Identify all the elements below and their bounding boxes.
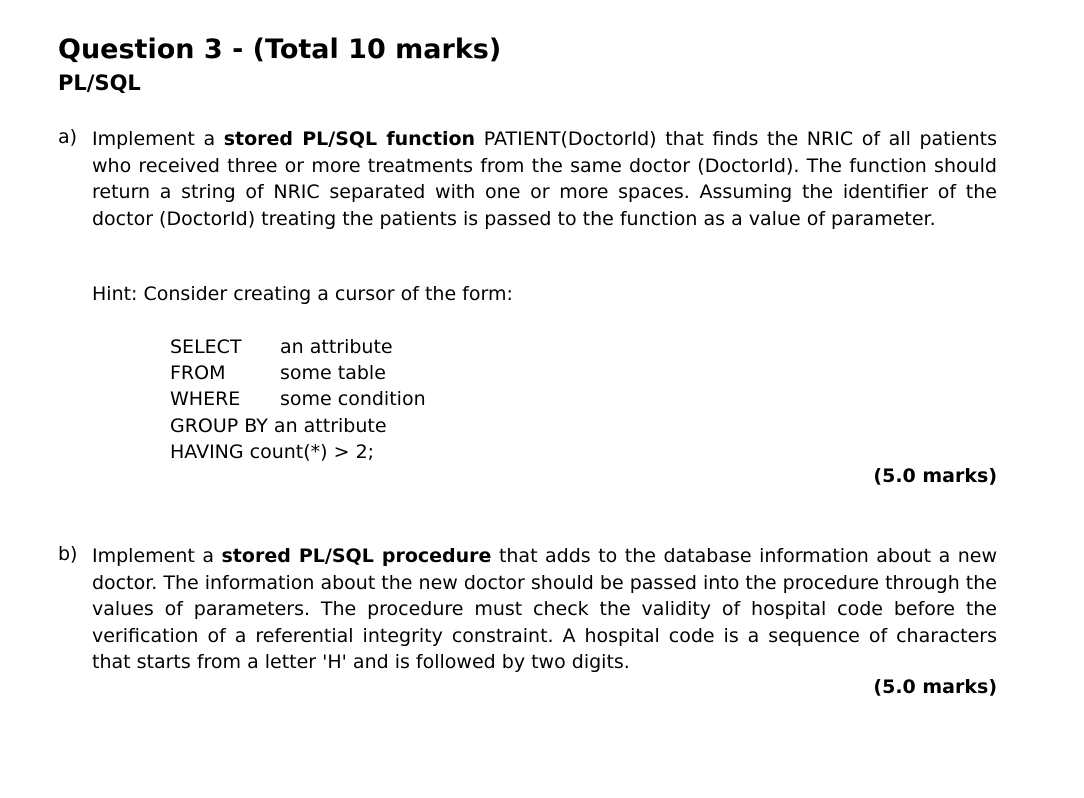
question-subtitle: PL/SQL xyxy=(58,71,141,95)
part-b-bold-text: stored PL/SQL procedure xyxy=(221,545,492,567)
where-keyword: WHERE xyxy=(170,388,241,411)
code-line-group-by: GROUP BY an attribute xyxy=(170,414,387,437)
code-line-select xyxy=(170,334,426,360)
sql-cursor-template xyxy=(170,334,426,465)
part-a-text-1: Implement a xyxy=(92,128,224,150)
part-b-text xyxy=(92,543,997,676)
code-line-from xyxy=(170,360,426,386)
select-value: an attribute xyxy=(280,336,393,358)
part-a-text-2: PATIENT(DoctorId) that finds the NRIC of all patients who received three or more treatments from the same doctor (DoctorId). The function should return a string of NRIC separated with one or more spaces. Assuming the identifier of the doctor (DoctorId) treating the patients is passed to the function as a value of parameter. xyxy=(92,128,997,230)
part-a-hint: Hint: Consider creating a cursor of the form: xyxy=(92,283,513,305)
from-keyword: FROM xyxy=(170,362,226,385)
from-value: some table xyxy=(280,362,386,385)
part-a-marks: (5.0 marks) xyxy=(873,465,997,487)
part-a-text xyxy=(92,126,997,232)
part-b-text-2: that adds to the database information about a new doctor. The information about the new doctor should be passed into the procedure through the values of parameters. The procedure must check the validity of hospital code before the verification of a referential integrity constraint. A hospital code is a sequence of characters that starts from a letter 'H' and is followed by two digits. xyxy=(92,545,997,673)
part-b-text-1: Implement a xyxy=(92,545,222,567)
part-b-marks: (5.0 marks) xyxy=(873,676,997,698)
part-b-label: b) xyxy=(58,543,78,565)
question-title: Question 3 - (Total 10 marks) xyxy=(58,34,502,65)
code-line-where xyxy=(170,386,426,412)
part-a-label: a) xyxy=(58,126,78,148)
part-a-bold-text: stored PL/SQL function xyxy=(223,128,476,150)
select-keyword: SELECT xyxy=(170,336,242,358)
code-line-having: HAVING count(*) > 2; xyxy=(170,440,375,463)
where-value: some condition xyxy=(280,388,426,411)
